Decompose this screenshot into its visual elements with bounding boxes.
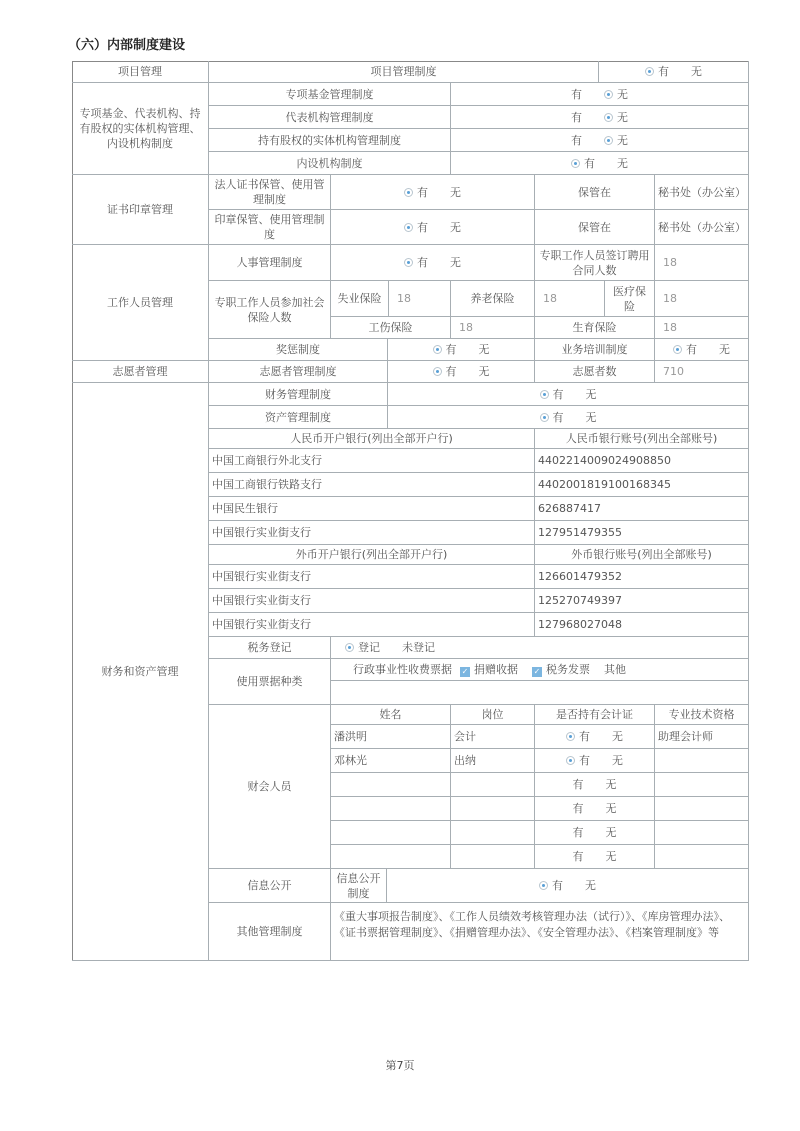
acct-cert-4 xyxy=(535,821,655,845)
seal-keep-2: 保管在 xyxy=(535,210,655,245)
radio-icon xyxy=(404,188,413,197)
fx-bank-2: 中国银行实业街支行 xyxy=(209,613,535,637)
fx-acct-2: 127968027048 xyxy=(535,613,749,637)
acct-cert-5-no[interactable]: 无 xyxy=(605,850,617,863)
fund-opt-1-no[interactable] xyxy=(604,110,628,125)
fund-opt-3-no[interactable]: 无 xyxy=(617,156,628,170)
pension-label: 养老保险 xyxy=(451,281,535,317)
training-opt xyxy=(655,339,749,361)
rmb-acct-header: 人民币银行账号(列出全部账号) xyxy=(535,429,749,449)
fund-opt-0 xyxy=(451,83,749,106)
acct-cert-3-no[interactable]: 无 xyxy=(605,802,617,815)
rmb-bank-3: 中国银行实业街支行 xyxy=(209,521,535,545)
fund-item-0: 专项基金管理制度 xyxy=(209,83,451,106)
medical-label: 医疗保险 xyxy=(605,281,655,317)
tax-registered[interactable] xyxy=(345,640,380,655)
fund-opt-3-yes[interactable] xyxy=(571,156,595,171)
radio-icon xyxy=(404,258,413,267)
invoice-types xyxy=(331,659,749,681)
option-label: 有 xyxy=(584,156,595,170)
acct-cert-0 xyxy=(535,725,655,749)
disclosure-system-opt xyxy=(387,869,749,903)
acct-cert-5 xyxy=(535,845,655,869)
option-label: 有 xyxy=(579,754,590,767)
fund-opt-2 xyxy=(451,129,749,152)
fund-item-1: 代表机构管理制度 xyxy=(209,106,451,129)
acct-qual-1[interactable] xyxy=(655,749,749,773)
radio-icon xyxy=(571,159,580,168)
tax-unregistered[interactable]: 未登记 xyxy=(402,641,435,654)
seal-label: 证书印章管理 xyxy=(72,175,209,245)
acct-name-2[interactable] xyxy=(331,773,451,797)
acct-post-2[interactable] xyxy=(451,773,535,797)
acct-staff-label: 财会人员 xyxy=(209,705,331,869)
project-system-label: 项目管理制度 xyxy=(209,61,599,83)
acct-name-4[interactable] xyxy=(331,821,451,845)
radio-icon xyxy=(604,113,613,122)
tax-label: 税务登记 xyxy=(209,637,331,659)
radio-icon xyxy=(539,881,548,890)
acct-qual-3[interactable] xyxy=(655,797,749,821)
training-label: 业务培训制度 xyxy=(535,339,655,361)
disclosure-system-opt-no[interactable]: 无 xyxy=(585,879,596,892)
contract-count: 18 xyxy=(655,245,749,281)
asset-system-opt-yes[interactable] xyxy=(540,410,564,425)
invoice-type-1[interactable] xyxy=(460,662,518,677)
reward-opt xyxy=(388,339,535,361)
fx-bank-0: 中国银行实业街支行 xyxy=(209,565,535,589)
other-system-text: 《重大事项报告制度》、《工作人员绩效考核管理办法（试行）》、《库房管理办法》、《证书票据管理制度》、《捐赠管理办法》、《安全管理办法》、《档案管理制度》等 xyxy=(331,903,749,961)
radio-icon xyxy=(540,390,549,399)
option-label: 有 xyxy=(417,185,428,199)
fund-opt-0-no[interactable] xyxy=(604,87,628,102)
hr-system-label: 人事管理制度 xyxy=(209,245,331,281)
insurance-label: 专职工作人员参加社会保险人数 xyxy=(209,281,331,339)
fx-acct-0: 126601479352 xyxy=(535,565,749,589)
fin-system-opt xyxy=(388,383,749,406)
medical-count: 18 xyxy=(655,281,749,317)
unemp-label: 失业保险 xyxy=(331,281,389,317)
volunteer-count-label: 志愿者数 xyxy=(535,361,655,383)
acct-post-1[interactable]: 出纳 xyxy=(451,749,535,773)
radio-icon xyxy=(433,367,442,376)
injury-count: 18 xyxy=(451,317,535,339)
option-label: 有 xyxy=(445,365,457,378)
option-label: 有 xyxy=(445,343,457,356)
rmb-bank-header: 人民币开户银行(列出全部开户行) xyxy=(209,429,535,449)
disclosure-label: 信息公开 xyxy=(209,869,331,903)
acct-cert-2-yes[interactable]: 有 xyxy=(572,778,584,791)
volunteer-system-opt-no[interactable]: 无 xyxy=(478,365,490,378)
internal-system-form xyxy=(72,61,749,961)
acct-name-0[interactable]: 潘洪明 xyxy=(331,725,451,749)
contract-label: 专职工作人员签订聘用合同人数 xyxy=(535,245,655,281)
acct-cert-3-yes[interactable]: 有 xyxy=(572,802,584,815)
acct-header-1: 岗位 xyxy=(451,705,535,725)
hr-system-opt-no[interactable]: 无 xyxy=(450,256,461,269)
invoice-type-0[interactable] xyxy=(353,662,452,677)
checkbox-checked-icon: ✓ xyxy=(461,667,469,676)
volunteer-count: 710 xyxy=(655,361,749,383)
option-label: 无 xyxy=(617,87,628,101)
acct-post-0[interactable]: 会计 xyxy=(451,725,535,749)
acct-cert-2 xyxy=(535,773,655,797)
option-label: 有 xyxy=(686,343,697,356)
fx-acct-header: 外币银行账号(列出全部账号) xyxy=(535,545,749,565)
acct-cert-0-yes[interactable] xyxy=(566,729,590,744)
seal-keep-1: 保管在 xyxy=(535,175,655,210)
seal-place-2: 秘书处（办公室） xyxy=(655,210,749,245)
volunteer-system-opt-yes[interactable] xyxy=(433,364,457,379)
tax-options xyxy=(331,637,749,659)
seal-stamp-opt-no[interactable]: 无 xyxy=(450,220,461,234)
training-opt-no[interactable]: 无 xyxy=(719,343,730,356)
birth-label: 生育保险 xyxy=(535,317,655,339)
rmb-acct-1: 4402001819100168345 xyxy=(535,473,749,497)
project-label: 项目管理 xyxy=(72,61,209,83)
project-system-options-yes[interactable] xyxy=(645,64,669,79)
acct-cert-1-yes[interactable] xyxy=(566,753,590,768)
asset-system-opt-no[interactable]: 无 xyxy=(585,410,597,424)
radio-icon xyxy=(604,90,613,99)
invoice-type-3[interactable] xyxy=(604,662,626,677)
invoice-type-2[interactable] xyxy=(532,662,590,677)
invoice-label: 使用票据种类 xyxy=(209,659,331,705)
option-label: 有 xyxy=(552,410,564,424)
invoice-type-label: 其他 xyxy=(604,663,626,676)
reward-label: 奖惩制度 xyxy=(209,339,388,361)
acct-qual-0[interactable]: 助理会计师 xyxy=(655,725,749,749)
rmb-bank-2: 中国民生银行 xyxy=(209,497,535,521)
radio-icon xyxy=(645,67,654,76)
radio-icon xyxy=(540,413,549,422)
acct-cert-1-no[interactable]: 无 xyxy=(612,754,623,767)
option-label: 有 xyxy=(552,387,564,401)
hr-system-opt-yes[interactable] xyxy=(404,255,428,270)
disclosure-system-label: 信息公开制度 xyxy=(331,869,387,903)
fund-opt-0-yes[interactable]: 有 xyxy=(571,87,582,101)
radio-icon xyxy=(566,732,575,741)
option-label: 无 xyxy=(617,133,628,147)
page-number: 第7页 xyxy=(385,1059,415,1072)
checkbox-checked-icon: ✓ xyxy=(533,667,541,676)
acct-qual-2[interactable] xyxy=(655,773,749,797)
option-label: 有 xyxy=(417,220,428,234)
fin-system-opt-yes[interactable] xyxy=(540,387,564,402)
seal-stamp-opt-yes[interactable] xyxy=(404,220,428,235)
acct-header-3: 专业技术资格 xyxy=(655,705,749,725)
acct-header-2: 是否持有会计证 xyxy=(535,705,655,725)
acct-cert-2-no[interactable]: 无 xyxy=(605,778,617,791)
option-label: 有 xyxy=(552,879,563,892)
seal-cert-opt xyxy=(331,175,535,210)
birth-count: 18 xyxy=(655,317,749,339)
fx-bank-header: 外币开户银行(列出全部开户行) xyxy=(209,545,535,565)
staff-label: 工作人员管理 xyxy=(72,245,209,361)
acct-name-1[interactable]: 邓林光 xyxy=(331,749,451,773)
option-label: 无 xyxy=(617,110,628,124)
rmb-bank-1: 中国工商银行铁路支行 xyxy=(209,473,535,497)
project-system-options-no[interactable]: 无 xyxy=(691,65,702,78)
option-label: 有 xyxy=(579,730,590,743)
seal-cert-opt-yes[interactable] xyxy=(404,185,428,200)
volunteer-label: 志愿者管理 xyxy=(72,361,209,383)
pension-count: 18 xyxy=(535,281,605,317)
unemp-count: 18 xyxy=(389,281,451,317)
fund-opt-1 xyxy=(451,106,749,129)
option-label: 有 xyxy=(658,65,669,78)
training-opt-yes[interactable] xyxy=(673,342,697,357)
radio-icon xyxy=(433,345,442,354)
radio-icon xyxy=(673,345,682,354)
acct-post-4[interactable] xyxy=(451,821,535,845)
finance-label: 财务和资产管理 xyxy=(72,383,209,961)
option-label: 登记 xyxy=(358,641,380,654)
radio-icon xyxy=(345,643,354,652)
hr-system-opt xyxy=(331,245,535,281)
invoice-type-label: 捐赠收据 xyxy=(474,663,518,676)
fin-system-opt-no[interactable]: 无 xyxy=(585,387,597,401)
fund-label: 专项基金、代表机构、持有股权的实体机构管理、内设机构制度 xyxy=(72,83,209,175)
invoice-type-label: 行政事业性收费票据 xyxy=(353,663,452,676)
seal-stamp-opt xyxy=(331,210,535,245)
fx-bank-1: 中国银行实业街支行 xyxy=(209,589,535,613)
volunteer-system-opt xyxy=(388,361,535,383)
acct-header-0: 姓名 xyxy=(331,705,451,725)
seal-cert-opt-no[interactable]: 无 xyxy=(450,185,461,199)
fund-opt-1-yes[interactable]: 有 xyxy=(571,110,582,124)
acct-name-3[interactable] xyxy=(331,797,451,821)
acct-cert-1 xyxy=(535,749,655,773)
acct-post-3[interactable] xyxy=(451,797,535,821)
fund-opt-3 xyxy=(451,152,749,175)
fund-opt-2-yes[interactable]: 有 xyxy=(571,133,582,147)
rmb-acct-3: 127951479355 xyxy=(535,521,749,545)
rmb-acct-0: 4402214009024908850 xyxy=(535,449,749,473)
radio-icon xyxy=(566,756,575,765)
seal-place-1: 秘书处（办公室） xyxy=(655,175,749,210)
project-system-options xyxy=(599,61,749,83)
acct-cert-4-no[interactable]: 无 xyxy=(605,826,617,839)
acct-cert-0-no[interactable]: 无 xyxy=(612,730,623,743)
fx-acct-1: 125270749397 xyxy=(535,589,749,613)
rmb-acct-2: 626887417 xyxy=(535,497,749,521)
other-system-label: 其他管理制度 xyxy=(209,903,331,961)
rmb-bank-0: 中国工商银行外北支行 xyxy=(209,449,535,473)
seal-stamp-label: 印章保管、使用管理制度 xyxy=(209,210,331,245)
acct-cert-5-yes[interactable]: 有 xyxy=(572,850,584,863)
option-label: 有 xyxy=(417,256,428,269)
volunteer-system-label: 志愿者管理制度 xyxy=(209,361,388,383)
acct-qual-4[interactable] xyxy=(655,821,749,845)
acct-post-5[interactable] xyxy=(451,845,535,869)
reward-opt-no[interactable]: 无 xyxy=(478,343,490,356)
radio-icon xyxy=(404,223,413,232)
asset-system-opt xyxy=(388,406,749,429)
fund-opt-2-no[interactable] xyxy=(604,133,628,148)
reward-opt-yes[interactable] xyxy=(433,342,457,357)
section-heading: （六）内部制度建设 xyxy=(68,38,186,53)
invoice-blank xyxy=(331,681,749,705)
acct-cert-4-yes[interactable]: 有 xyxy=(572,826,584,839)
asset-system-label: 资产管理制度 xyxy=(209,406,388,429)
fin-system-label: 财务管理制度 xyxy=(209,383,388,406)
invoice-type-label: 税务发票 xyxy=(546,663,590,676)
acct-qual-5[interactable] xyxy=(655,845,749,869)
fund-item-3: 内设机构制度 xyxy=(209,152,451,175)
seal-cert-label: 法人证书保管、使用管理制度 xyxy=(209,175,331,210)
acct-cert-3 xyxy=(535,797,655,821)
radio-icon xyxy=(604,136,613,145)
disclosure-system-opt-yes[interactable] xyxy=(539,878,563,893)
acct-name-5[interactable] xyxy=(331,845,451,869)
injury-label: 工伤保险 xyxy=(331,317,451,339)
fund-item-2: 持有股权的实体机构管理制度 xyxy=(209,129,451,152)
